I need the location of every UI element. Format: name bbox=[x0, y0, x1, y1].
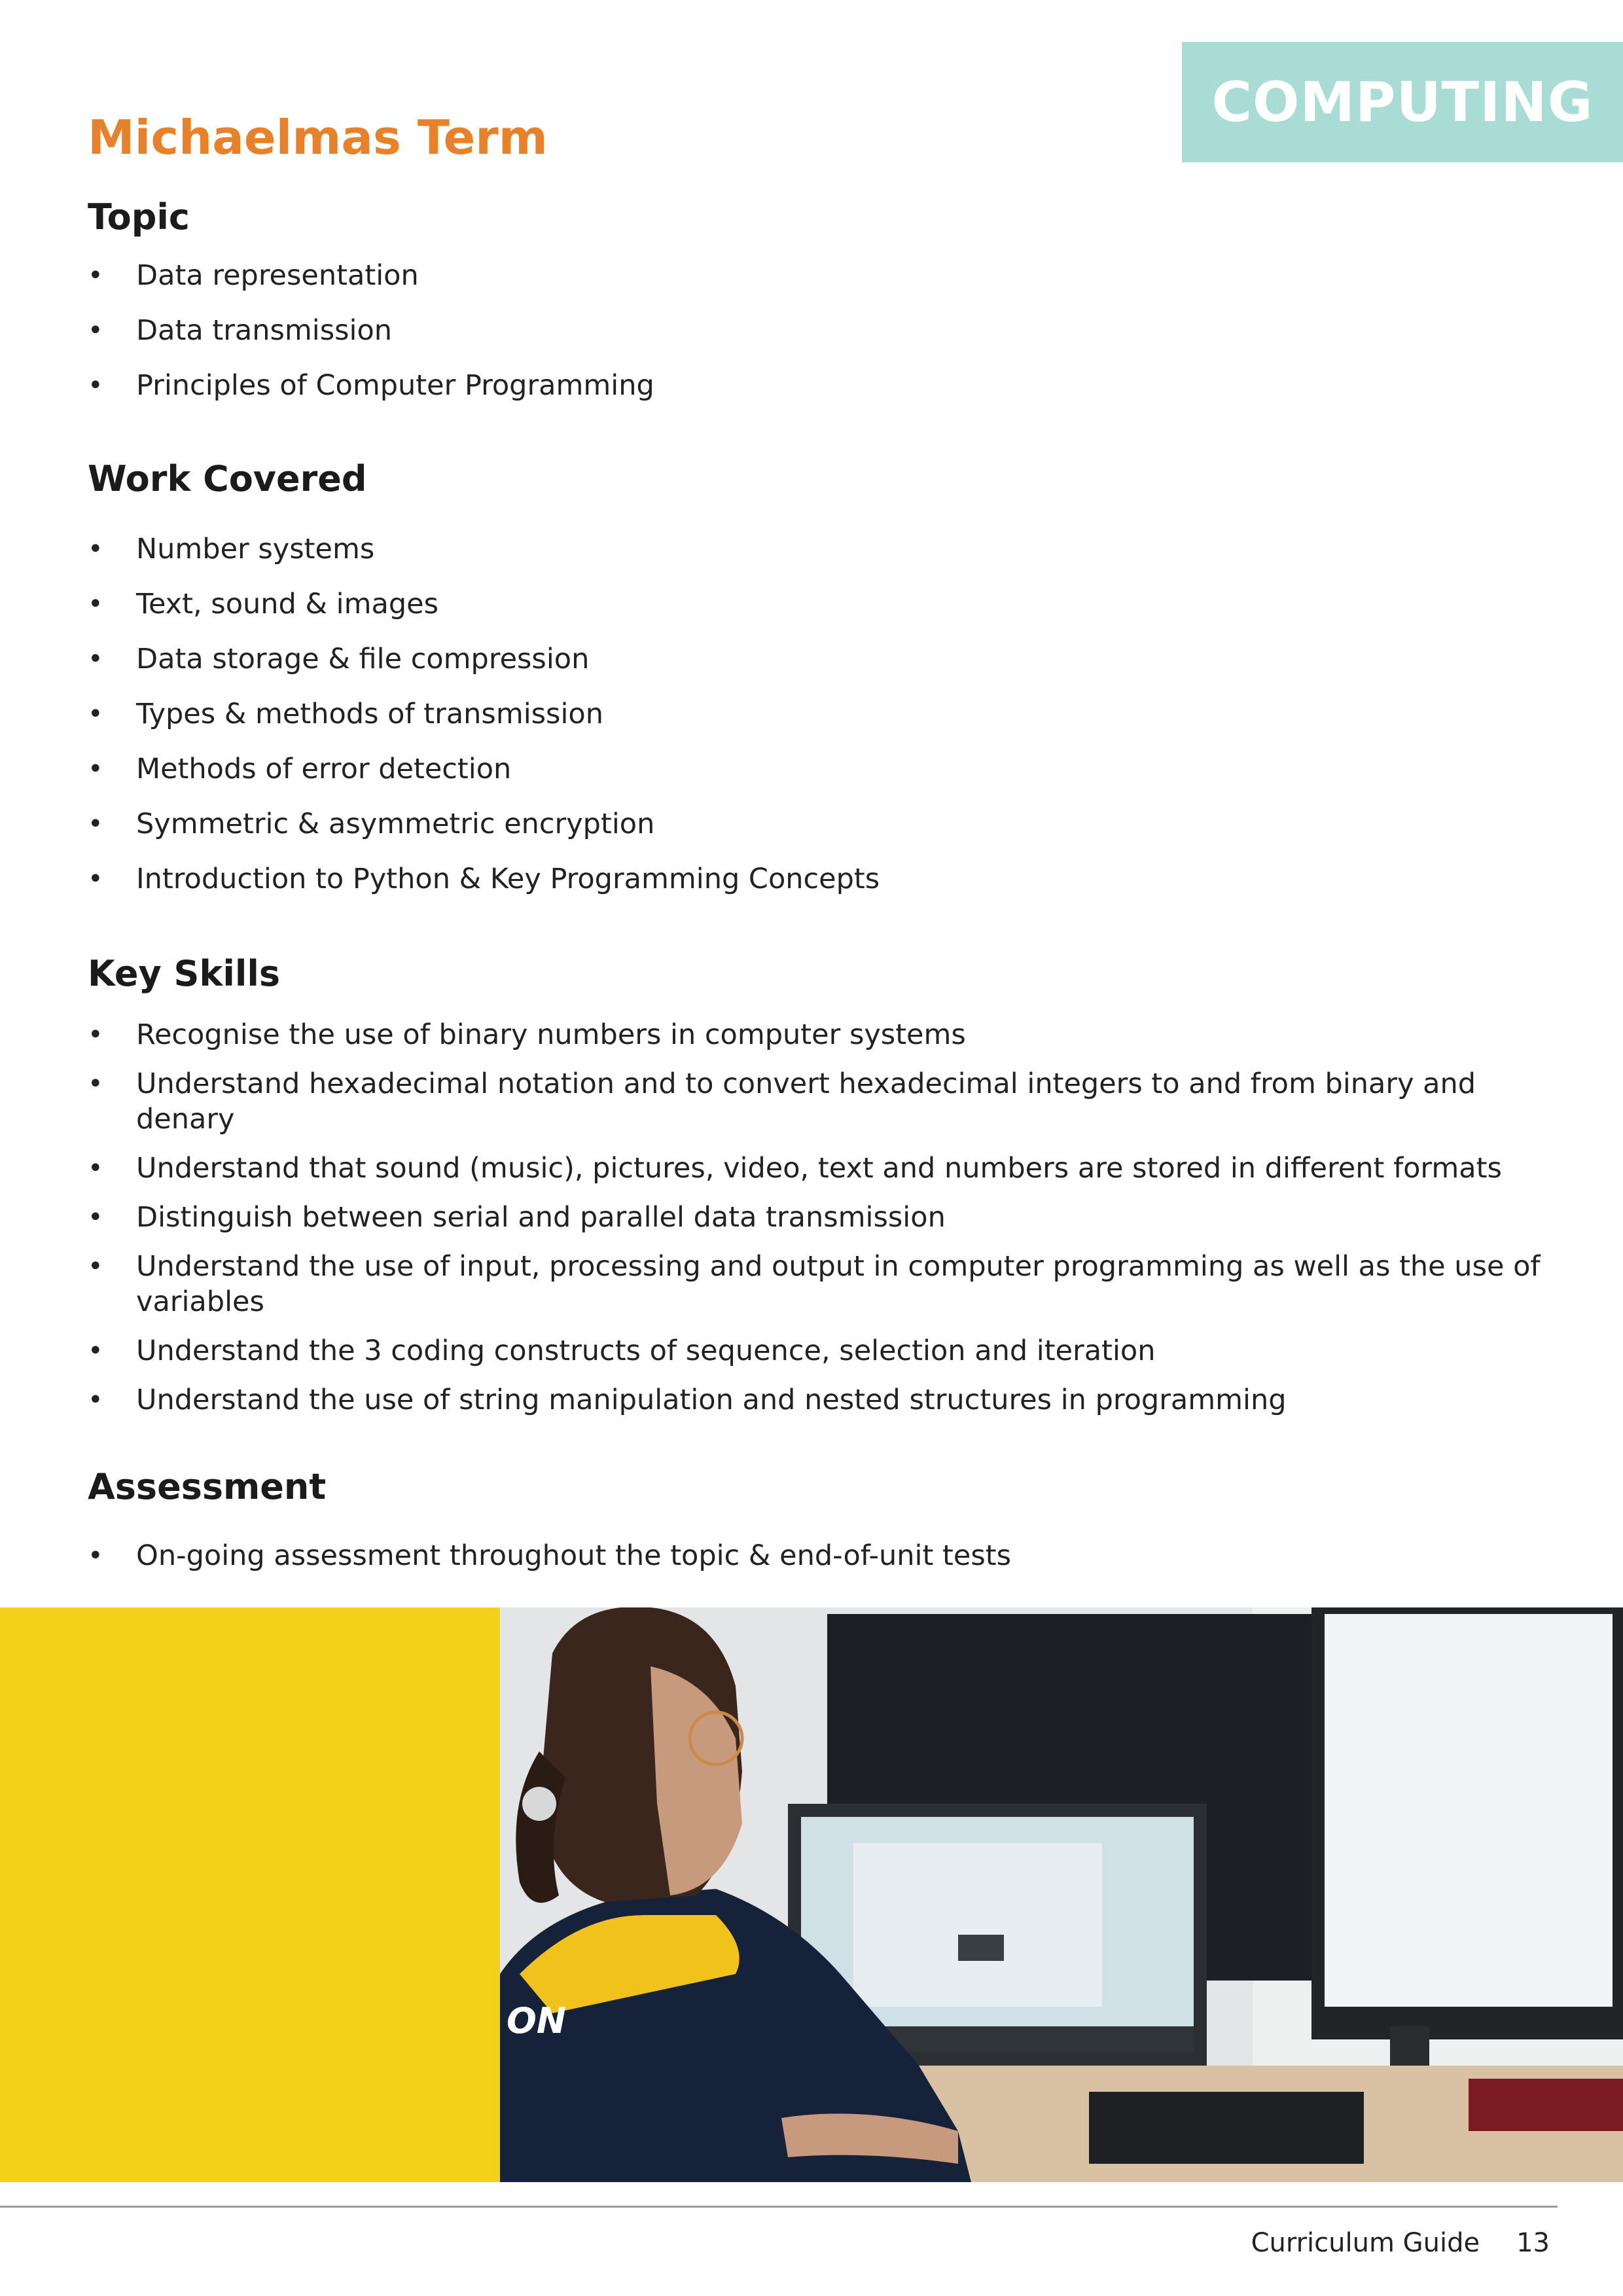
term-title: Michaelmas Term bbox=[88, 110, 548, 165]
list-item: • Distinguish between serial and parallel data transmission bbox=[88, 1200, 1547, 1235]
footer bbox=[1251, 2228, 1550, 2258]
subject-label: COMPUTING bbox=[1211, 70, 1594, 134]
yellow-color-block bbox=[0, 1607, 500, 2182]
list-item: • Types & methods of transmission bbox=[88, 696, 1547, 732]
list-item: • Text, sound & images bbox=[88, 586, 1547, 622]
list-item: • Understand that sound (music), pictures, video, text and numbers are stored in different formats bbox=[88, 1151, 1547, 1186]
list-item: • Understand the 3 coding constructs of sequence, selection and iteration bbox=[88, 1333, 1547, 1369]
work-covered-list bbox=[88, 531, 1547, 916]
list-item: • Methods of error detection bbox=[88, 751, 1547, 787]
photo-illustration bbox=[500, 1607, 1623, 2182]
topic-heading: Topic bbox=[88, 196, 190, 238]
list-item: • Understand the use of input, processing and output in computer programming as well as the use of variables bbox=[88, 1249, 1547, 1319]
list-item: • Introduction to Python & Key Programming Concepts bbox=[88, 861, 1547, 897]
student-at-computer-photo bbox=[500, 1607, 1623, 2182]
list-item: • Symmetric & asymmetric encryption bbox=[88, 806, 1547, 842]
key-skills-heading: Key Skills bbox=[88, 953, 280, 994]
assessment-heading: Assessment bbox=[88, 1466, 327, 1507]
list-item: • Data representation bbox=[88, 258, 1547, 293]
list-item: • Understand the use of string manipulation and nested structures in programming bbox=[88, 1382, 1547, 1418]
list-item: • Understand hexadecimal notation and to convert hexadecimal integers to and from binary and denary bbox=[88, 1066, 1547, 1137]
shirt-print-text: ON bbox=[507, 2000, 567, 2041]
list-item: • Recognise the use of binary numbers in computer systems bbox=[88, 1017, 1547, 1052]
assessment-list bbox=[88, 1538, 1547, 1593]
subject-banner bbox=[1182, 42, 1623, 162]
page-number: 13 bbox=[1516, 2228, 1550, 2258]
list-item: • Data storage & file compression bbox=[88, 641, 1547, 677]
topic-list bbox=[88, 258, 1547, 423]
key-skills-list bbox=[88, 1017, 1547, 1431]
list-item: • Number systems bbox=[88, 531, 1547, 567]
footer-divider bbox=[0, 2206, 1558, 2208]
footer-document-title: Curriculum Guide bbox=[1251, 2228, 1480, 2258]
list-item: • On-going assessment throughout the topic & end-of-unit tests bbox=[88, 1538, 1547, 1573]
list-item: • Data transmission bbox=[88, 313, 1547, 348]
list-item: • Principles of Computer Programming bbox=[88, 368, 1547, 403]
work-covered-heading: Work Covered bbox=[88, 458, 367, 499]
